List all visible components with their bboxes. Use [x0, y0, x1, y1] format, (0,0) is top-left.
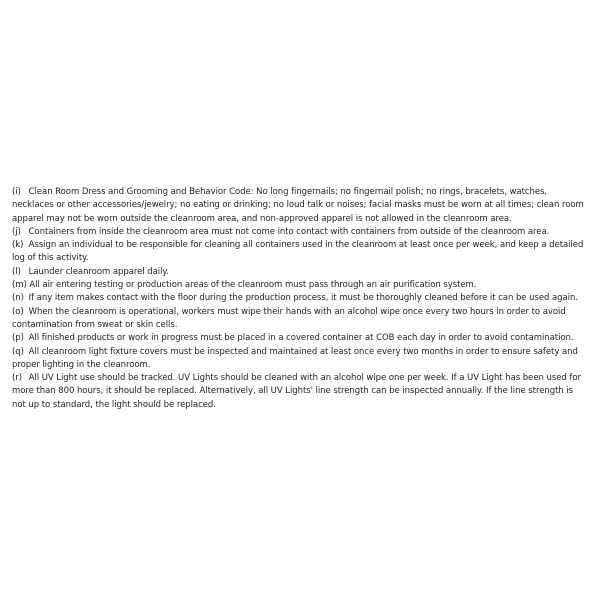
- item-text: Launder cleanroom apparel daily.: [28, 266, 169, 277]
- item-marker: (m): [12, 280, 27, 291]
- item-marker: (r): [12, 373, 22, 384]
- item-marker: (j): [12, 226, 21, 237]
- list-item-o: [12, 306, 588, 333]
- list-item-m: [12, 279, 588, 292]
- item-text: All finished products or work in progress must be placed in a covered container at COB each day in order to avoid contamination.: [28, 333, 574, 344]
- item-marker: (l): [12, 266, 21, 277]
- item-text: All air entering testing or production areas of the cleanroom must pass through an air purification system.: [29, 280, 477, 291]
- item-marker: (k): [12, 240, 24, 251]
- item-text: Clean Room Dress and Grooming and Behavior Code: No long fingernails; no fingernail polish; no rings, bracelets, watches, necklaces or other accessories/jewelry; no eating or drinking; no loud talk or noises; facial masks must be worn at all times; clean room apparel may not be worn outside the cleanroom area, and non-approved apparel is not allowed in the cleanroom area.: [12, 187, 584, 224]
- item-text: If any item makes contact with the floor during the production process, it must be thoroughly cleaned before it can be used again.: [28, 293, 578, 304]
- list-item-n: [12, 292, 588, 305]
- item-marker: (n): [12, 293, 24, 304]
- item-text: When the cleanroom is operational, workers must wipe their hands with an alcohol wipe once every two hours in order to avoid contamination from sweat or skin cells.: [12, 306, 566, 330]
- list-item-i: [12, 186, 588, 226]
- list-item-r: [12, 372, 588, 412]
- item-text: All cleanroom light fixture covers must be inspected and maintained at least once every two months in order to ensure safety and proper lighting in the cleanroom.: [12, 346, 578, 370]
- item-text: All UV Light use should be tracked. UV Lights should be cleaned with an alcohol wipe one per week. If a UV Light has been used for more than 800 hours, it should be replaced. Alternatively, all UV Lights' line strength can be inspected annually. If the line strength is not up to standard, the light should be replaced.: [12, 373, 581, 410]
- item-text: Assign an individual to be responsible for cleaning all containers used in the cleanroom at least once per week, and keep a detailed log of this activity.: [12, 240, 584, 264]
- item-marker: (p): [12, 333, 24, 344]
- item-marker: (o): [12, 306, 24, 317]
- item-marker: (i): [12, 187, 21, 197]
- list-item-k: [12, 239, 588, 266]
- document-body: [12, 186, 588, 412]
- list-item-j: [12, 226, 588, 239]
- list-item-q: [12, 346, 588, 373]
- list-item-p: [12, 332, 588, 345]
- item-marker: (q): [12, 346, 24, 357]
- list-item-l: [12, 266, 588, 279]
- item-text: Containers from inside the cleanroom area must not come into contact with containers from outside of the cleanroom area.: [28, 226, 550, 237]
